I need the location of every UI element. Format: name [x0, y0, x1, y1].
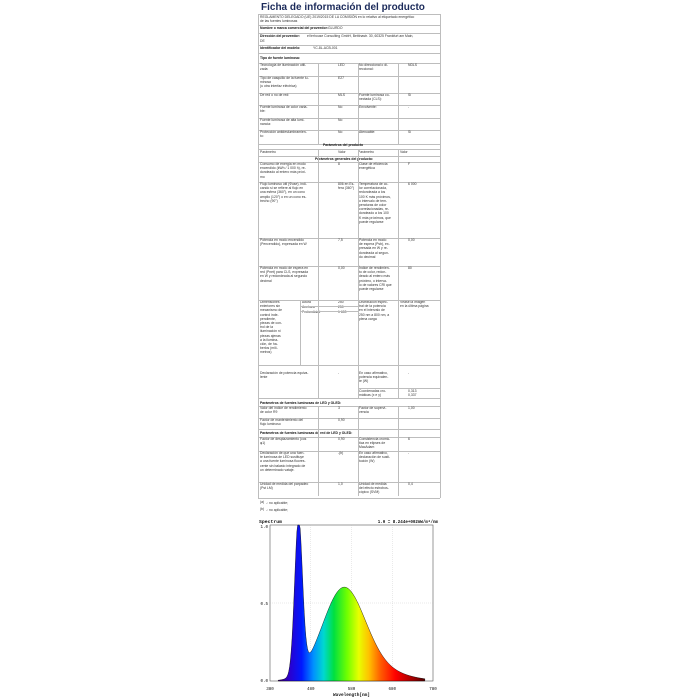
row-right-value: - [408, 451, 410, 455]
row-value: 8 [338, 162, 340, 166]
row-label: cando si se refiere al flujo en [260, 186, 304, 191]
row-right-label: reccional: [359, 67, 374, 72]
supplier-name: GLURDO [328, 26, 343, 30]
row-right-label: presada en W y re- [359, 246, 388, 251]
x-tick-label: 380 [266, 688, 274, 692]
row-label: Fuente luminosa de alta lumi- [260, 118, 305, 122]
row-right-value: - [408, 105, 410, 109]
row-right-label: o intervalo de tem- [359, 198, 388, 203]
x-axis-label: Wavelength[nm] [333, 693, 370, 698]
row-label: Fuente luminosa de color varia- [260, 105, 308, 109]
row-right-label: declaración de susti- [359, 455, 391, 460]
row-value: No [338, 130, 343, 134]
dimensions-label: iluminación ni [260, 329, 281, 334]
row-right-label: redondeada a los [359, 190, 386, 195]
row-right-label: energética [359, 166, 375, 171]
row-label: Factor de mantenimiento del [260, 418, 303, 422]
row-right-label: lo de valores CRI que [359, 282, 392, 287]
row-right-label: Atenuable: [359, 130, 376, 134]
row-right-label: lor correlacionada, [359, 186, 387, 191]
row-right-value: 6 [408, 437, 410, 441]
y-tick-label: 0.0 [260, 680, 268, 684]
row-right-value: - [408, 371, 410, 375]
row-right-value: 6 000 [408, 182, 417, 186]
dimensions-label: Dimensiones [260, 300, 280, 304]
row-right-value: 0,4 [408, 482, 413, 486]
row-value: 0,90 [338, 418, 345, 422]
row-label: Tecnología de iluminación utili- [260, 63, 307, 67]
row-value: 7,5 [338, 238, 343, 242]
row-right-label: Envolvente: [359, 105, 377, 109]
row-label: Valor del índice de rendimiento [260, 406, 307, 410]
row-value: LED [338, 63, 345, 67]
row-label: dondeado al entero más próxi- [260, 170, 306, 175]
row-label: to: [260, 134, 264, 139]
scale-note: 1.0 = 8.244e+002mW/m²/nm [377, 521, 438, 525]
row-label: de color R9 [260, 410, 278, 415]
dimension-name: Altura [302, 300, 311, 304]
column-line [318, 63, 319, 144]
x-tick-label: 480 [306, 688, 315, 692]
row-right-label: tución (W) [359, 459, 375, 464]
row-label: ble: [260, 109, 266, 114]
column-line [398, 406, 399, 496]
row-right-value: 0,337 [408, 393, 417, 398]
divider [258, 365, 440, 366]
row-right-value: en la última página [400, 304, 429, 309]
divider [258, 53, 440, 54]
row-right-label: 100 K más próximos, [359, 194, 391, 199]
row-right-label: de espera (Psb), ex- [359, 242, 390, 247]
section-led-parameters: Parámetros de fuentes luminosas de LED y OLED: [260, 401, 342, 405]
row-label: flujo luminoso [260, 422, 281, 427]
dimension-value: 250 [338, 305, 344, 309]
row-label: De red o no de red: [260, 93, 290, 97]
dimensions-label: exteriores sin [260, 304, 281, 309]
row-label: (Pencendido), expresada en W [260, 242, 307, 247]
column-line [300, 300, 301, 365]
row-label: (Pst LM) [260, 486, 273, 491]
row-label: a una fuente luminosa fluores- [260, 459, 306, 464]
y-axis-label: Spectrum [259, 520, 283, 525]
column-line [358, 63, 359, 144]
row-right-label: Unidad de medida [359, 482, 387, 486]
row-value: 806 en Es- [338, 182, 355, 186]
row-right-label: En caso afirmativo, [359, 451, 388, 455]
dimension-name: Anchura [302, 305, 315, 309]
row-right-label: del efecto estrobos- [359, 486, 389, 491]
x-tick-label: 580 [347, 688, 356, 692]
dimension-name: Profundidad [302, 310, 321, 314]
row-right-label: to de color, redon- [359, 270, 387, 275]
row-right-label: correlacionadas, re- [359, 207, 389, 212]
supplier-address-line-2: DE [260, 38, 265, 43]
row-right-label: En caso afirmativo, [359, 371, 388, 375]
row-right-label: puede regularse [359, 287, 384, 291]
page-title: Ficha de información del producto [261, 2, 425, 13]
supplier-address: eVerhouse Consulting GmbH, Bettinastr. 30, 60325 Frankfurt am Main, [307, 34, 414, 38]
row-value: 0,00 [338, 266, 345, 270]
row-label: en W y redondeada al segundo [260, 274, 308, 279]
row-right-label: plena carga [359, 316, 377, 321]
divider [258, 398, 440, 399]
row-right-label: MacAdam [359, 445, 375, 450]
regulation-line-1: REGLAMENTO DELEGADO (UE) 2019/2015 DE LA COMISIÓN en lo relativo al etiquetado energético [260, 15, 415, 19]
row-right-label: potencia equivalen- [359, 375, 389, 380]
row-value: No [338, 105, 343, 109]
param-col-header-2: Valor [338, 150, 346, 154]
footnote-text: -: no aplicable; [266, 508, 289, 512]
row-right-label: máticas (x e y) [359, 393, 382, 398]
row-right-label: tica en elipses de [359, 441, 386, 446]
row-label: encendido (kWh / 1 000 h), re- [260, 166, 306, 171]
row-label: una esfera (360°), en un cono [260, 190, 305, 195]
dimensions-label: mecanismo de [260, 308, 283, 313]
row-label: cente sin balasto integrado de [260, 463, 306, 468]
row-label: Factor de desplazamiento (cos [260, 437, 307, 441]
model-label: Identificador del modelo: [260, 46, 301, 50]
row-right-value: 0,313 [408, 389, 417, 393]
row-value: E27 [338, 76, 345, 80]
row-label: un determinado vataje. [260, 467, 295, 472]
row-label: Declaración de que una fuen- [260, 451, 305, 455]
dimensions-label: ción, de ha- [260, 342, 278, 346]
row-right-label: próximo, o interva- [359, 278, 388, 283]
column-line [358, 149, 359, 398]
row-label: mo [260, 174, 265, 179]
row-label: Unidad de medida del parpadeo [260, 482, 309, 486]
row-right-label: peraturas de color [359, 203, 387, 207]
row-value: fera (360°) [338, 186, 355, 191]
row-right-label: Fuente luminosa co- [359, 93, 390, 97]
row-right-label: cópico (SVM) [359, 490, 380, 495]
section-general-parameters: Parámetros generales del producto: [315, 156, 374, 161]
row-value: 1,0 [338, 482, 343, 486]
column-line [398, 149, 399, 398]
table-border-right [440, 14, 441, 498]
row-right-label: dondeado a los 100 [359, 211, 389, 216]
row-label: Potencia en modo encendido [260, 238, 304, 242]
row-label: minosa [260, 80, 271, 85]
row-label: Flujo luminoso útil (Φuse), indi- [260, 182, 307, 186]
footnote-marker: (b) [260, 507, 265, 511]
dimensions-label: metros) [260, 350, 272, 355]
supplier-name-label: Nombre o marca comercial del proveedor: [260, 26, 329, 30]
regulation-line-2: de las fuentes luminosas [260, 19, 298, 23]
divider [300, 306, 358, 307]
row-label: zada: [260, 67, 269, 72]
dimensions-label: a la ilumina- [260, 337, 279, 342]
section-product-parameters: Parámetros del producto [323, 143, 364, 147]
column-line [318, 149, 319, 398]
row-right-label: tral de la potencia [359, 304, 386, 309]
divider [258, 429, 440, 430]
row-right-value: F [408, 162, 411, 166]
divider [258, 498, 440, 499]
section-source-type: Tipo de fuente luminosa: [260, 56, 301, 60]
row-label: φ1) [260, 441, 266, 446]
footnote-text: -: no aplicable; [266, 501, 289, 505]
dimensions-label: control inde- [260, 312, 279, 317]
dimensions-label: pendiente, [260, 316, 276, 321]
row-right-value: 1,00 [408, 406, 415, 410]
row-value: 0,90 [338, 437, 345, 441]
section-mains-parameters: Parámetros de fuentes luminosas de red de LED y OLED: [260, 431, 353, 435]
dimension-value: 1 600 [338, 310, 347, 314]
row-label: Protección antideslumbramien- [260, 130, 307, 134]
row-right-label: nectada (CLS): [359, 97, 382, 102]
row-right-label: do decimal [359, 254, 376, 259]
column-line [318, 406, 319, 496]
row-right-value: Sí [408, 130, 412, 134]
row-right-label: Potencia en modo [359, 238, 387, 242]
row-right-value: Véase la imagen [400, 300, 426, 304]
model-identifier: YC-8L-ACB-001 [313, 46, 338, 50]
x-tick-label: 680 [388, 688, 397, 692]
row-right-label: puede regularse [359, 219, 384, 224]
row-right-label: Clase de eficiencia [359, 162, 388, 166]
row-value: 3 [338, 406, 340, 410]
row-label: Declaración de potencia equiva- [260, 371, 309, 375]
column-line [358, 406, 359, 496]
row-label: red (Pnet) para CLS, expresada [260, 270, 309, 275]
row-label: Consumo de energía en modo [260, 162, 306, 166]
row-label: (u otra interfaz eléctrica) [260, 84, 297, 89]
row-value: -(b) [338, 451, 344, 455]
row-right-label: 250 nm a 800 nm, a [359, 312, 390, 317]
row-right-value: Sí [408, 93, 412, 97]
row-label: Tipo de casquillo de la fuente lu- [260, 76, 309, 80]
row-label: lente [260, 375, 268, 380]
divider [300, 311, 358, 312]
row-right-value: NDLS [408, 63, 418, 67]
dimensions-label: berlos (milí- [260, 346, 278, 351]
row-label: nancia: [260, 122, 271, 127]
column-line [398, 63, 399, 144]
dimensions-label: piezas de con- [260, 321, 283, 325]
row-right-label: en el intervalo de [359, 308, 385, 313]
row-right-label: Distribución espec- [359, 300, 388, 304]
divider [258, 149, 440, 150]
row-label: Potencia en modo de espera en [260, 266, 309, 270]
row-right-label: vencia [359, 410, 369, 415]
row-right-label: Factor de supervi- [359, 406, 387, 410]
table-border-left [258, 14, 259, 498]
y-tick-label: 0.5 [260, 603, 268, 607]
supplier-address-label: Dirección del proveedor: [260, 34, 300, 38]
divider [258, 25, 440, 26]
row-right-value: 80 [408, 266, 412, 270]
row-right-label: Coordenadas cro- [359, 389, 387, 393]
y-tick-label: 1.0 [260, 526, 268, 530]
row-right-label: K más próximos, que [359, 215, 391, 220]
row-label: te luminosa de LED sustituye [260, 455, 304, 460]
dimensions-label: piezas ajenas [260, 333, 281, 338]
row-right-label: dondeada al segun- [359, 250, 389, 255]
row-right-label: te (W) [359, 379, 369, 384]
x-tick-label: 780 [429, 688, 437, 692]
footnote-marker: (a) [260, 500, 265, 504]
row-value: MLS [338, 93, 345, 97]
dimensions-label: trol de la [260, 325, 274, 330]
row-right-value: 0,00 [408, 238, 415, 242]
row-label: trecho (90°) [260, 198, 278, 203]
spectrum-chart [258, 515, 440, 700]
param-col-header-3: Parámetro [358, 150, 374, 154]
row-right-label: Consistencia cromá- [359, 437, 390, 441]
row-right-label: No direccional o di- [359, 63, 389, 67]
param-col-header-4: Valor [400, 150, 408, 154]
row-label: amplio (120°) o en un cono es- [260, 194, 307, 199]
row-value: No [338, 118, 343, 122]
row-label: decimal [260, 278, 272, 283]
row-value: - [338, 371, 340, 375]
row-right-label: Temperatura de co- [359, 182, 389, 186]
divider [258, 300, 440, 301]
row-right-label: Índice de rendimien- [359, 266, 390, 270]
row-right-label: deado al entero más [359, 274, 390, 279]
param-col-header-1: Parámetro [260, 150, 276, 154]
dimension-value: 250 [338, 300, 344, 304]
